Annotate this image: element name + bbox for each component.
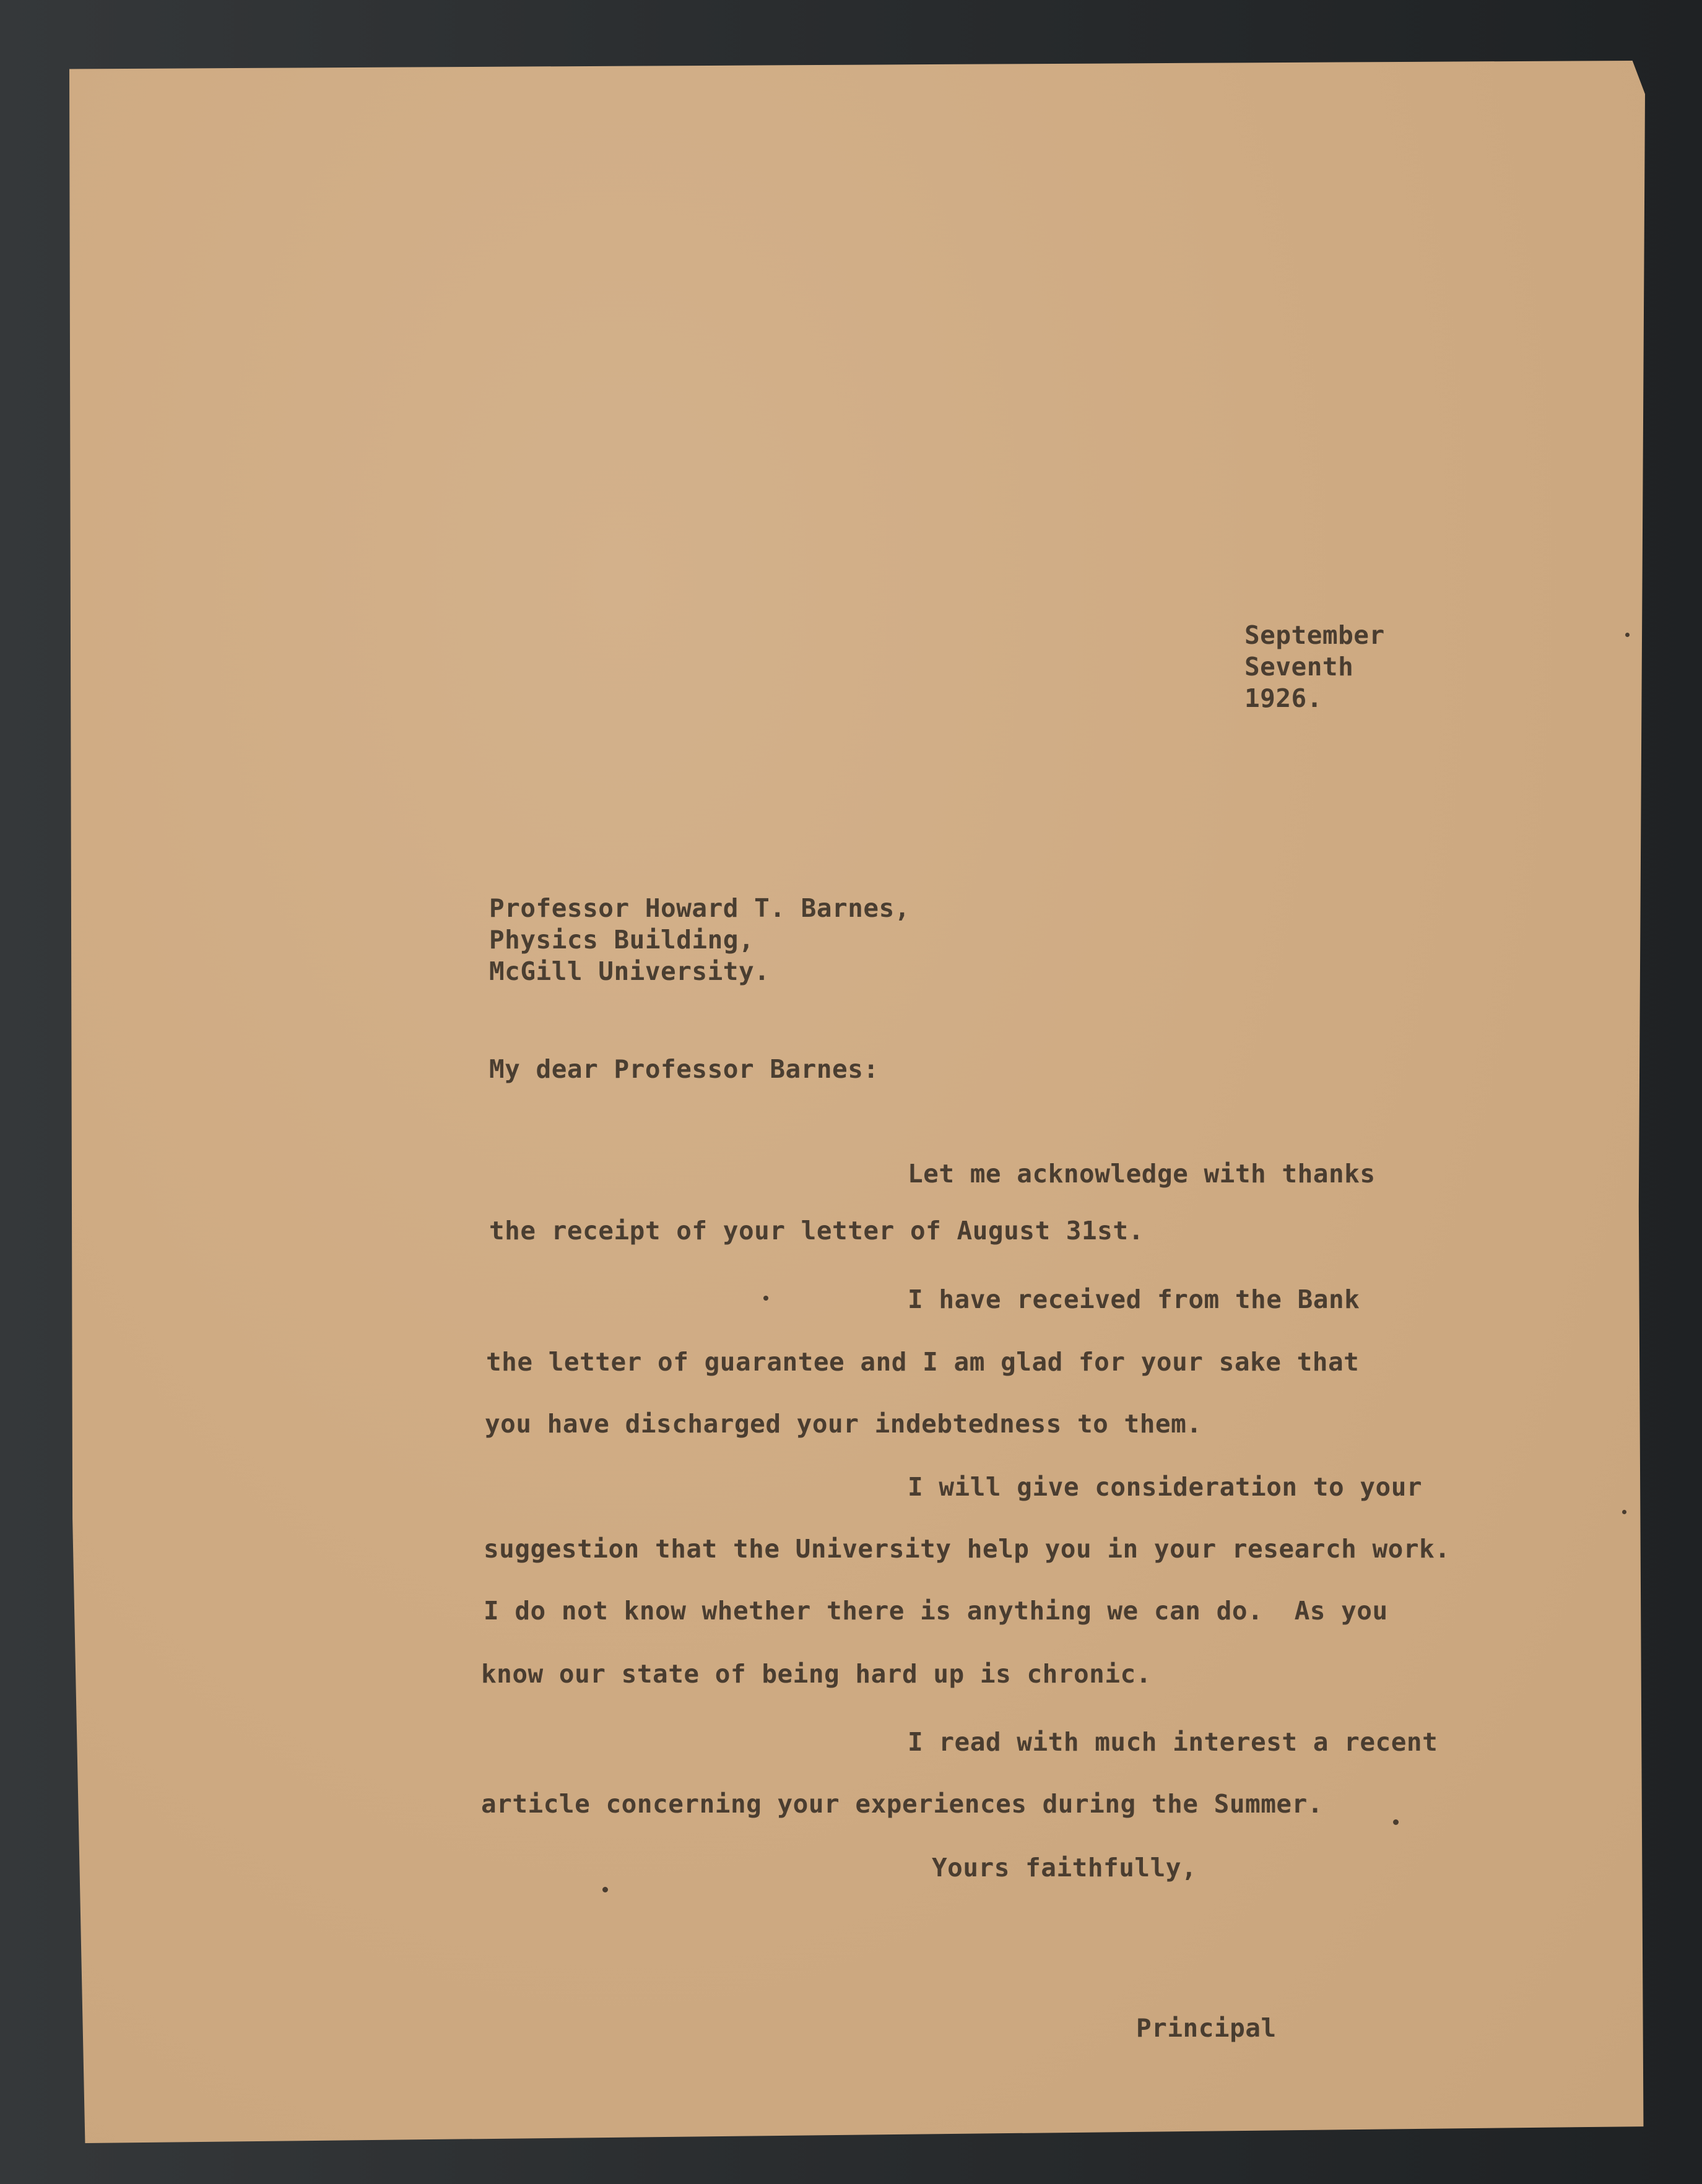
body-line-3: I have received from the Bank [908,1285,1360,1314]
body-line-8: I do not know whether there is anything we can do. As you [484,1596,1388,1626]
paper-speck [1622,1510,1626,1514]
recipient-building: Physics Building, [489,925,755,955]
body-line-11: article concerning your experiences during the Summer. [481,1789,1323,1819]
body-line-4: the letter of guarantee and I am glad for your sake that [486,1347,1360,1377]
body-line-9: know our state of being hard up is chronic. [481,1659,1152,1689]
closing: Yours faithfully, [932,1853,1197,1883]
body-line-2: the receipt of your letter of August 31st. [489,1216,1144,1246]
paper-speck [1393,1819,1399,1825]
paper-speck [1625,633,1630,637]
signature-title: Principal [1136,2013,1277,2043]
recipient-name: Professor Howard T. Barnes, [489,893,910,923]
body-line-6: I will give consideration to your [908,1472,1423,1502]
body-line-7: suggestion that the University help you in your research work. [484,1534,1451,1564]
date-year: 1926. [1244,683,1322,713]
body-line-5: you have discharged your indebtedness to them. [485,1409,1202,1439]
body-line-10: I read with much interest a recent [908,1727,1438,1757]
letter-page [69,61,1645,2143]
paper-speck [602,1887,608,1892]
paper-speck [763,1296,768,1301]
date-month: September [1244,620,1385,650]
date-day: Seventh [1244,652,1354,682]
body-line-1: Let me acknowledge with thanks [908,1159,1376,1189]
recipient-institution: McGill University. [489,956,770,986]
salutation: My dear Professor Barnes: [489,1054,879,1084]
